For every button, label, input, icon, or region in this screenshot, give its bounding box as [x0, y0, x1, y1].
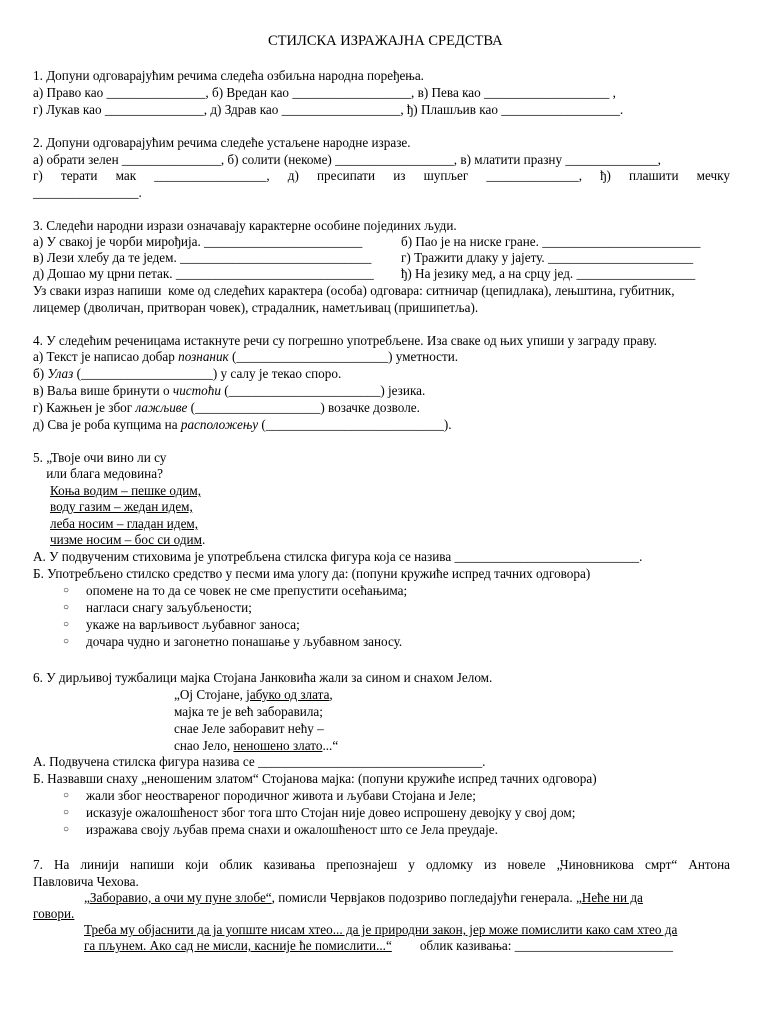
q2-line-2: г) терати мак _________________, д) пресипати из шупљег ______________, ђ) плашити мечку — [33, 168, 730, 183]
q4-sentence-c — [33, 383, 425, 399]
q6-question-a: А. Подвучена стилска фигура назива се __________________________________. — [33, 754, 486, 769]
q5-option-3: укаже на варљивост љубавног заноса; — [86, 617, 300, 632]
q5-option-4-circle[interactable]: ○ — [63, 636, 70, 647]
q4-d-word: лажљиве — [135, 400, 188, 415]
q5-question-a: А. У подвученим стиховима је употребљена стилска фигура која се назива ____________________________. — [33, 549, 643, 564]
q5-verse-2: или блага медовина? — [33, 466, 163, 481]
q4-sentence-d — [33, 400, 420, 416]
q7-excerpt-line-2: говори. — [33, 906, 75, 921]
q6-v1-post: , — [329, 687, 333, 702]
q5-option-1-circle[interactable]: ○ — [63, 585, 70, 596]
q4-a-word: познаник — [178, 349, 229, 364]
q4-sentence-b — [33, 366, 341, 382]
q5-option-2-circle[interactable]: ○ — [63, 602, 70, 613]
q5-verse-6 — [50, 532, 205, 548]
q2-line-1: а) обрати зелен _______________, б) солити (некоме) __________________, в) млатити празну ______________, — [33, 152, 661, 167]
q2-prompt: 2. Допуни одговарајућим речима следеће устаљене народне изразе. — [33, 135, 411, 150]
q4-c-pre: в) Ваља више бринути о — [33, 383, 173, 398]
q6-v4-underlined: неношено злато — [233, 738, 323, 753]
q5-verse-6-end: . — [201, 532, 206, 547]
q4-a-pre: а) Текст је написао добар — [33, 349, 179, 364]
q5-verse-4: воду газим – жедан идем, — [50, 499, 193, 514]
q2-line-3: ________________. — [33, 185, 142, 200]
q5-question-b: Б. Употребљено стилско средство у песми има улогу да: (попуни кружиће испред тачних одговора) — [33, 566, 591, 581]
q4-sentence-e — [33, 417, 452, 433]
q7-quote-2-start: „Неће ни да — [575, 890, 643, 905]
q7-prompt-line-1: 7. На линији напиши који облик казивања препознајеш у одломку из новеле „Чиновникова смрт“ Антона — [33, 857, 730, 872]
q3-row-1-right: б) Пао је на ниске гране. ________________________ — [401, 234, 701, 249]
q4-b-pre: б) — [33, 366, 48, 381]
q6-v1-underlined: јабуко од злата — [246, 687, 330, 702]
q1-line-2: г) Лукав као _______________, д) Здрав као __________________, ђ) Плашљив као __________________. — [33, 102, 624, 117]
q4-d-post: (___________________) возачке дозволе. — [187, 400, 420, 415]
q3-info-line-1: Уз сваки израз напиши коме од следећих карактера (особа) одговара: ситничар (цепидлака), лењштина, губитник, — [33, 283, 675, 298]
q6-option-2: исказује ожалошћеност због тога што Стојан није довео испрошену девојку у свој дом; — [86, 805, 576, 820]
q7-excerpt-end: га пљунем. Ако сад не мисли, касније ће помислити...“ — [84, 938, 392, 953]
q6-option-1-circle[interactable]: ○ — [63, 790, 70, 801]
q6-option-1: жали због неоствареног породичног живота и љубави Стојана и Јеле; — [86, 788, 476, 803]
q3-row-3-left: д) Дошао му црни петак. ______________________________ — [33, 266, 374, 281]
q3-info-line-2: лицемер (дволичан, притворан човек), страдалник, наметљивац (пришипетља). — [33, 300, 479, 315]
q6-verse-1 — [174, 687, 333, 703]
q4-b-word: Улаз — [47, 366, 74, 381]
q6-option-3-circle[interactable]: ○ — [63, 824, 70, 835]
q7-excerpt-line-3: Треба му објаснити да ја уопште нисам хтео... да је природни закон, јер може помислити како сам хтео да — [84, 922, 678, 937]
q5-verse-5: леба носим – гладан идем, — [50, 516, 199, 531]
q7-quote-1: „Заборавио, а очи му пуне злобе“ — [84, 890, 272, 905]
q4-e-pre: д) Сва је роба купцима на — [33, 417, 181, 432]
q5-verse-3: Коња водим – пешке одим, — [50, 483, 201, 498]
q6-prompt: 6. У дирљивој тужбалици мајка Стојана Јанковића жали за сином и снахом Јелом. — [33, 670, 493, 685]
q6-verse-3: снае Јеле заборавит нећу – — [174, 721, 324, 736]
q4-sentence-a — [33, 349, 458, 365]
q6-option-2-circle[interactable]: ○ — [63, 807, 70, 818]
q4-e-post: (___________________________). — [258, 417, 452, 432]
q6-v4-post: ...“ — [322, 738, 339, 753]
page-title: СТИЛСКА ИЗРАЖАЈНА СРЕДСТВА — [268, 33, 503, 49]
q4-prompt: 4. У следећим реченицама истакнуте речи су погрешно употребљене. Иза сваке од њих упиши у заграду праву. — [33, 333, 657, 348]
q3-row-1-left: а) У свакој је чорби мирођија. ________________________ — [33, 234, 363, 249]
q5-verse-1: 5. „Твоје очи вино ли су — [33, 450, 167, 465]
q1-prompt: 1. Допуни одговарајућим речима следећа озбиљна народна поређења. — [33, 68, 424, 83]
q5-option-1: опомене на то да се човек не сме препустити осећањима; — [86, 583, 408, 598]
q4-b-post: (____________________) у салу је текао споро. — [73, 366, 342, 381]
q5-verse-6-text: чизме носим – бос си одим — [50, 532, 202, 547]
q4-a-post: (_______________________) уметности. — [228, 349, 459, 364]
q7-answer-label: облик казивања: ________________________ — [419, 938, 673, 953]
q7-excerpt-line-4 — [84, 938, 673, 954]
q5-option-3-circle[interactable]: ○ — [63, 619, 70, 630]
q6-verse-2: мајка те је већ заборавила; — [174, 704, 323, 719]
q6-question-b: Б. Назвавши снаху „неношеним златом“ Стојанова мајка: (попуни кружиће испред тачних одговора) — [33, 771, 597, 786]
q4-c-word: чистоћи — [172, 383, 221, 398]
q1-line-1: а) Право као _______________, б) Вредан као __________________, в) Пева као ___________________ , — [33, 85, 616, 100]
q4-e-word: расположењу — [180, 417, 259, 432]
q6-verse-4 — [174, 738, 338, 754]
q5-option-2: нагласи снагу заљубљености; — [86, 600, 252, 615]
q5-option-4: дочара чудно и загонетно понашање у љубавном заносу. — [86, 634, 403, 649]
q6-v1-pre: „Ој Стојане, — [174, 687, 247, 702]
q3-prompt: 3. Следећи народни изрази означавају карактерне особине појединих људи. — [33, 218, 457, 233]
q3-row-3-right: ђ) На језику мед, а на срцу јед. __________________ — [401, 266, 696, 281]
q7-prompt-line-2: Павловича Чехова. — [33, 874, 139, 889]
q3-row-2-right: г) Тражити длаку у јајету. ______________________ — [401, 250, 694, 265]
q6-option-3: изражава своју љубав према снахи и ожалошћеност што се Јела преудаје. — [86, 822, 498, 837]
q7-narration: , помисли Червјаков подозриво погледајући генерала. — [271, 890, 576, 905]
q4-c-post: (_______________________) језика. — [220, 383, 426, 398]
q6-v4-pre: снао Јело, — [174, 738, 234, 753]
q3-row-2-left: в) Лези хлебу да те једем. _____________________________ — [33, 250, 372, 265]
q7-excerpt-line-1 — [84, 890, 730, 906]
q4-d-pre: г) Кажњен је због — [33, 400, 136, 415]
